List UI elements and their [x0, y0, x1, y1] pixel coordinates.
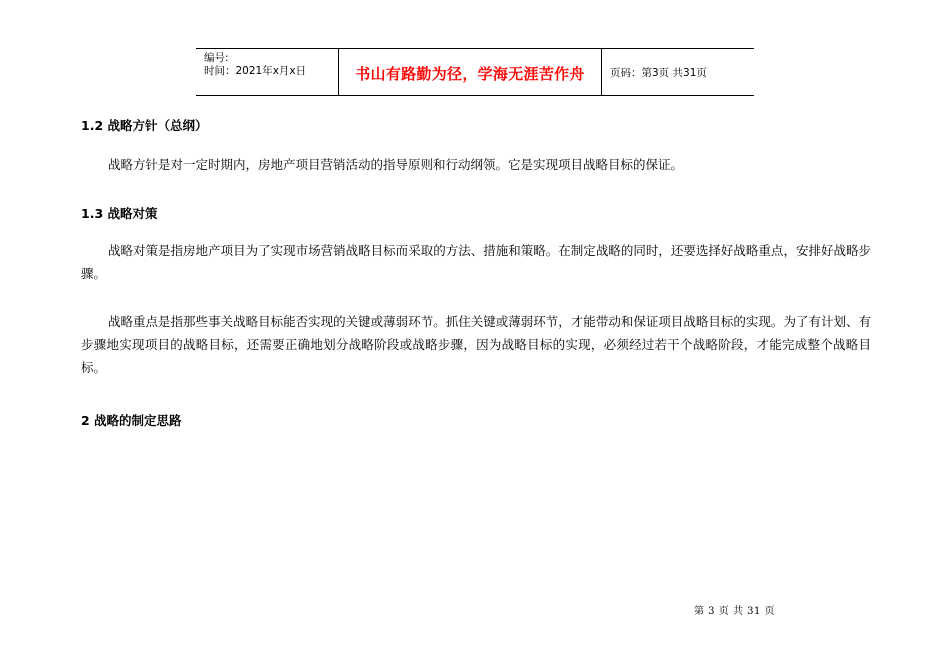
- section-1-3-paragraph-2: 战略重点是指那些事关战略目标能否实现的关键或薄弱环节。抓住关键或薄弱环节，才能带动和保证项目战略目标的实现。为了有计划、有步骤地实现项目的战略目标，还需要正确地划分战略阶段或战略步骤，因为战略目标的实现，必须经过若干个战略阶段，才能完成整个战略目标。: [81, 314, 871, 375]
- section-1-2-paragraph: 战略方针是对一定时期内，房地产项目营销活动的指导原则和行动纲领。它是实现项目战略目标的保证。: [108, 157, 684, 172]
- header-motto: 书山有路勤为径，学海无涯苦作舟: [339, 49, 602, 95]
- section-heading-1-3: 1.3 战略对策: [81, 206, 158, 221]
- header-meta-cell: [196, 49, 339, 95]
- page-header-table: [196, 48, 754, 96]
- page-footer-number: 第 3 页 共 31 页: [694, 606, 775, 617]
- section-1-3-paragraph-1: 战略对策是指房地产项目为了实现市场营销战略目标而采取的方法、措施和策略。在制定战略的同时，还要选择好战略重点，安排好战略步骤。: [81, 243, 871, 281]
- header-page-indicator: 页码：第3页 共31页: [610, 66, 707, 79]
- section-heading-1-2: 1.2 战略方针（总纲）: [81, 118, 208, 133]
- section-heading-2: 2 战略的制定思路: [81, 413, 182, 428]
- document-number-label: 编号:: [204, 52, 229, 64]
- document-date-label: 时间：2021年x月x日: [204, 65, 307, 77]
